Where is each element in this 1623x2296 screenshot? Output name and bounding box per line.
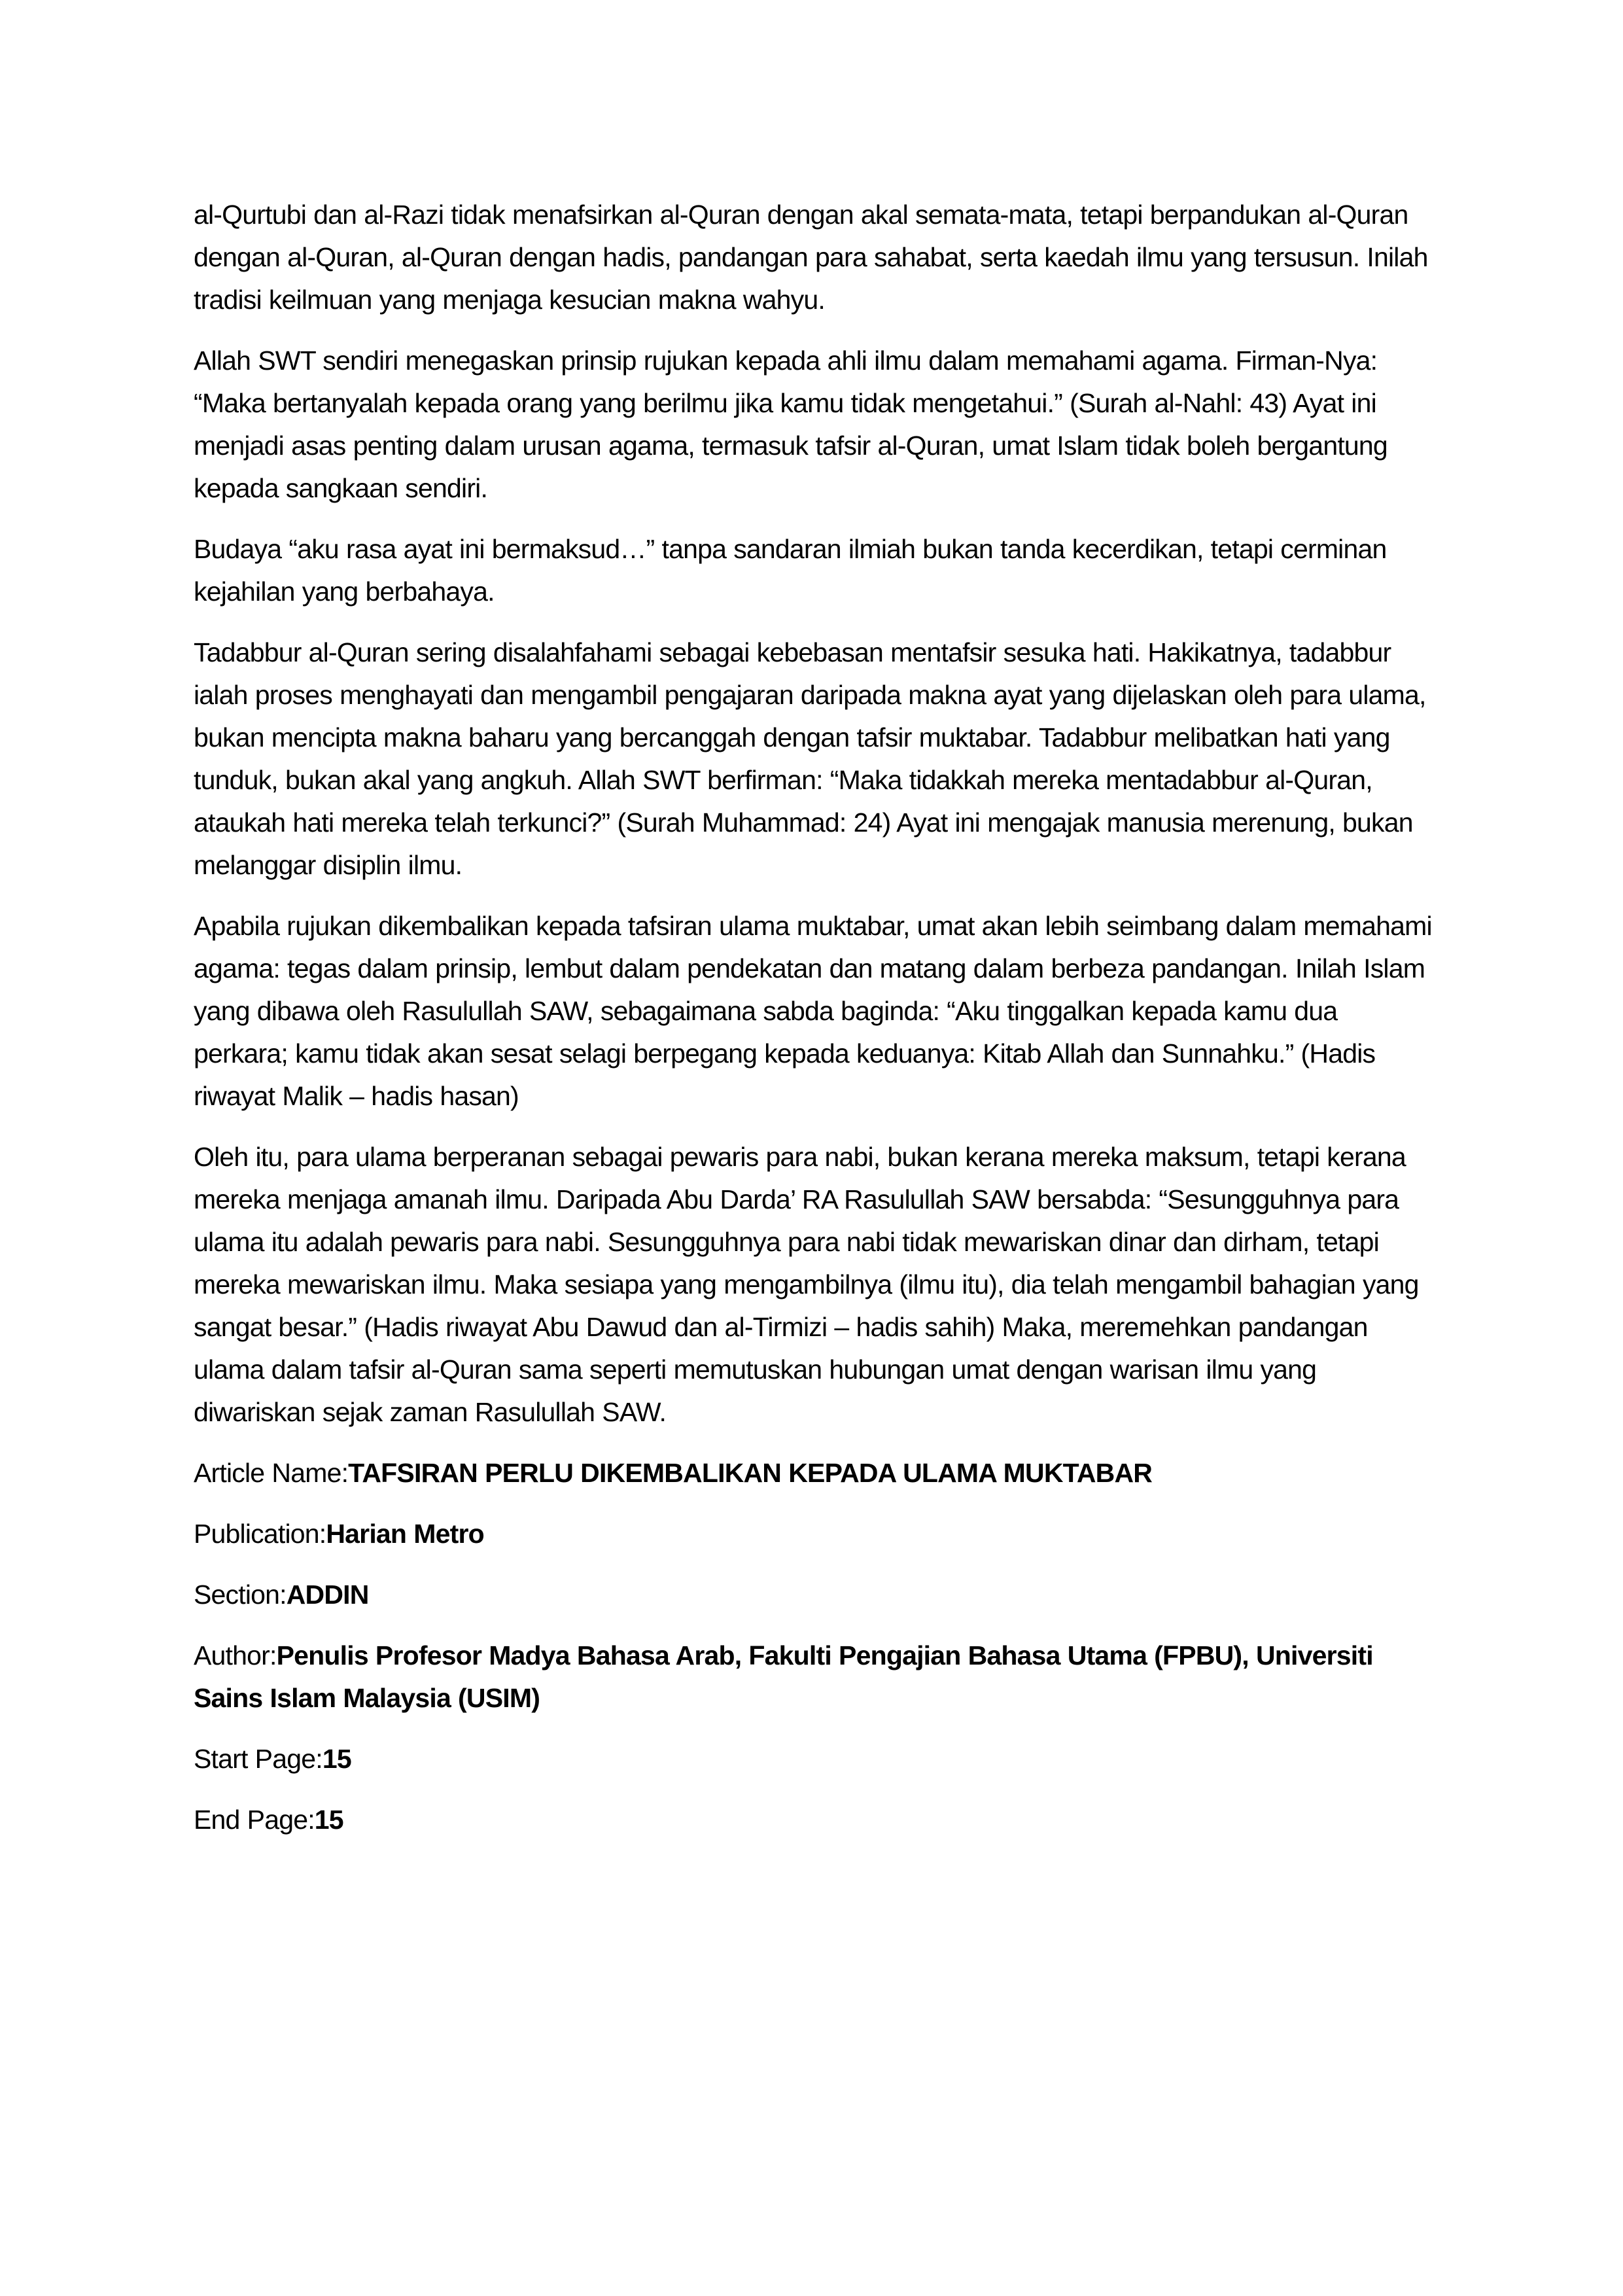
article-paragraph-3: Budaya “aku rasa ayat ini bermaksud…” tanpa sandaran ilmiah bukan tanda kecerdikan, tetapi cerminan kejahilan yang berbahaya.	[194, 534, 1387, 607]
meta-value-section: ADDIN	[286, 1580, 369, 1610]
meta-label-section: Section:	[194, 1580, 287, 1610]
meta-row-article-name	[194, 1452, 1433, 1494]
meta-row-publication	[194, 1513, 1433, 1555]
article-paragraph-6: Oleh itu, para ulama berperanan sebagai pewaris para nabi, bukan kerana mereka maksum, tetapi kerana mereka menjaga amanah ilmu. Daripada Abu Darda’ RA Rasulullah SAW bersabda: “Sesungguhnya para ulama itu adalah pewaris para nabi. Sesungguhnya para nabi tidak mewariskan dinar dan dirham, tetapi mereka mewariskan ilmu. Maka sesiapa yang mengambilnya (ilmu itu), dia telah mengambil bahagian yang sangat besar.” (Hadis riwayat Abu Dawud dan al-Tirmizi – hadis sahih) Maka, meremehkan pandangan ulama dalam tafsir al-Quran sama seperti memutuskan hubungan umat dengan warisan ilmu yang diwariskan sejak zaman Rasulullah SAW.	[194, 1142, 1419, 1427]
article-paragraph-1: al-Qurtubi dan al-Razi tidak menafsirkan al-Quran dengan akal semata-mata, tetapi berpandukan al-Quran dengan al-Quran, al-Quran dengan hadis, pandangan para sahabat, serta kaedah ilmu yang tersusun. Inilah tradisi keilmuan yang menjaga kesucian makna wahyu.	[194, 200, 1428, 315]
article-paragraph-5: Apabila rujukan dikembalikan kepada tafsiran ulama muktabar, umat akan lebih seimbang dalam memahami agama: tegas dalam prinsip, lembut dalam pendekatan dan matang dalam berbeza pandangan. Inilah Islam yang dibawa oleh Rasulullah SAW, sebagaimana sabda baginda: “Aku tinggalkan kepada kamu dua perkara; kamu tidak akan sesat selagi berpegang kepada keduanya: Kitab Allah dan Sunnahku.” (Hadis riwayat Malik – hadis hasan)	[194, 911, 1432, 1111]
meta-row-author	[194, 1634, 1433, 1720]
meta-row-section	[194, 1574, 1433, 1616]
meta-value-author: Penulis Profesor Madya Bahasa Arab, Fakulti Pengajian Bahasa Utama (FPBU), Universiti Sains Islam Malaysia (USIM)	[194, 1640, 1373, 1713]
meta-value-end-page: 15	[314, 1805, 343, 1835]
meta-label-start-page: Start Page:	[194, 1744, 323, 1774]
article-paragraph-2: Allah SWT sendiri menegaskan prinsip rujukan kepada ahli ilmu dalam memahami agama. Firman-Nya: “Maka bertanyalah kepada orang yang berilmu jika kamu tidak mengetahui.” (Surah al-Nahl: 43) Ayat ini menjadi asas penting dalam urusan agama, termasuk tafsir al-Quran, umat Islam tidak boleh bergantung kepada sangkaan sendiri.	[194, 345, 1387, 503]
meta-label-author: Author:	[194, 1640, 277, 1670]
meta-value-publication: Harian Metro	[326, 1519, 484, 1549]
meta-label-article-name: Article Name:	[194, 1458, 349, 1488]
meta-value-start-page: 15	[322, 1744, 351, 1774]
meta-row-end-page	[194, 1799, 1433, 1841]
meta-row-start-page	[194, 1738, 1433, 1780]
article-body	[194, 194, 1433, 1434]
article-metadata	[194, 1452, 1433, 1841]
meta-label-end-page: End Page:	[194, 1805, 315, 1835]
article-paragraph-4: Tadabbur al-Quran sering disalahfahami sebagai kebebasan mentafsir sesuka hati. Hakikatnya, tadabbur ialah proses menghayati dan mengambil pengajaran daripada makna ayat yang dijelaskan oleh para ulama, bukan mencipta makna baharu yang bercanggah dengan tafsir muktabar. Tadabbur melibatkan hati yang tunduk, bukan akal yang angkuh. Allah SWT berfirman: “Maka tidakkah mereka mentadabbur al-Quran, ataukah hati mereka telah terkunci?” (Surah Muhammad: 24) Ayat ini mengajak manusia merenung, bukan melanggar disiplin ilmu.	[194, 637, 1426, 880]
meta-value-article-name: TAFSIRAN PERLU DIKEMBALIKAN KEPADA ULAMA MUKTABAR	[348, 1458, 1153, 1488]
meta-label-publication: Publication:	[194, 1519, 326, 1549]
